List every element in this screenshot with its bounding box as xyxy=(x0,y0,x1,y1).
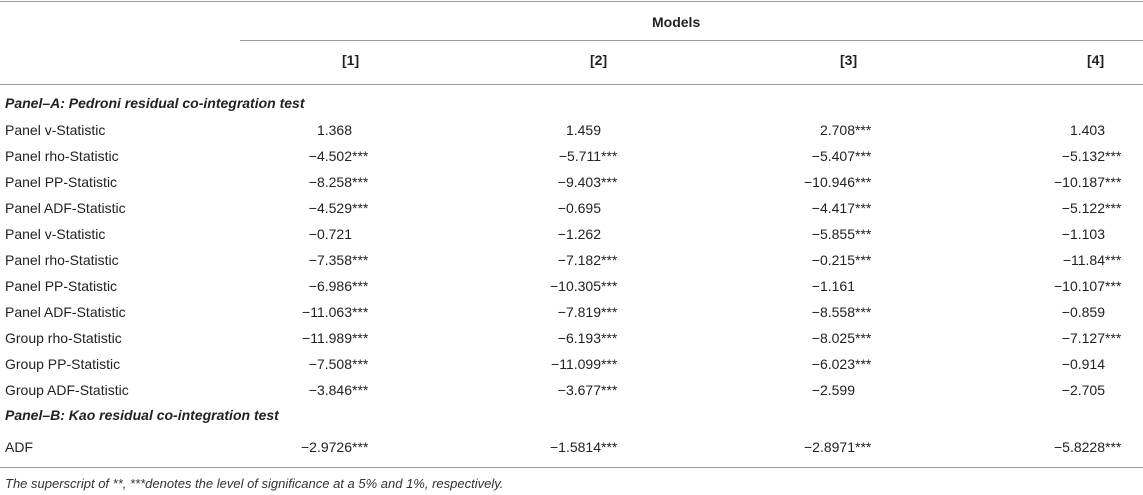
panel-a-cell: −4.529*** xyxy=(308,200,369,216)
panel-a-cell: −3.677*** xyxy=(557,382,618,398)
panel-a-cell: −11.063*** xyxy=(302,304,369,320)
panel-a-cell: −7.358*** xyxy=(308,252,369,268)
panel-a-cell: −0.721 xyxy=(308,226,352,242)
models-underline xyxy=(240,40,1143,41)
panel-a-cell: −1.161 xyxy=(811,278,855,294)
panel-a-row-label: Panel ADF-Statistic xyxy=(5,200,126,216)
panel-b-cell: −2.8971*** xyxy=(804,439,872,455)
column-header-1: [1] xyxy=(342,52,360,68)
panel-a-cell: −10.187*** xyxy=(1054,174,1122,190)
panel-a-cell: −8.025*** xyxy=(811,330,872,346)
panel-a-cell: −7.182*** xyxy=(557,252,618,268)
panel-a-cell: −5.407*** xyxy=(811,148,872,164)
bottom-rule xyxy=(0,467,1143,468)
panel-a-cell: 1.459 xyxy=(565,122,601,138)
panel-a-row-label: Panel rho-Statistic xyxy=(5,148,119,164)
panel-a-cell: −2.599 xyxy=(811,382,855,398)
panel-a-cell: −6.986*** xyxy=(308,278,369,294)
column-header-4: [4] xyxy=(1087,52,1105,68)
footnote: The superscript of **, ***denotes the level of significance at a 5% and 1%, respectively. xyxy=(5,476,504,491)
panel-a-cell: −11.099*** xyxy=(551,356,618,372)
panel-a-cell: 1.403 xyxy=(1069,122,1105,138)
panel-a-cell: −8.558*** xyxy=(811,304,872,320)
panel-a-row-label: Group ADF-Statistic xyxy=(5,382,129,398)
panel-a-row-label: Group rho-Statistic xyxy=(5,330,122,346)
panel-a-cell: −7.127*** xyxy=(1061,330,1122,346)
panel-b-cell: −5.8228*** xyxy=(1054,439,1122,455)
panel-a-row-label: Panel v-Statistic xyxy=(5,122,106,138)
panel-a-row-label: Panel v-Statistic xyxy=(5,226,106,242)
panel-a-cell: 1.368 xyxy=(316,122,352,138)
panel-a-cell: −5.855*** xyxy=(811,226,872,242)
panel-a-cell: −4.502*** xyxy=(308,148,369,164)
panel-a-cell: −9.403*** xyxy=(557,174,618,190)
panel-a-cell: −5.132*** xyxy=(1061,148,1122,164)
panel-b-row-label: ADF xyxy=(5,439,33,455)
panel-a-cell: −5.711*** xyxy=(558,148,618,164)
panel-a-cell: −5.122*** xyxy=(1061,200,1122,216)
panel-b-cell: −1.5814*** xyxy=(550,439,618,455)
panel-a-row-label: Panel PP-Statistic xyxy=(5,278,118,294)
panel-a-cell: −3.846*** xyxy=(308,382,369,398)
panel-b-cell: −2.9726*** xyxy=(301,439,369,455)
panel-a-cell: −4.417*** xyxy=(811,200,872,216)
panel-a-cell: −0.215*** xyxy=(811,252,872,268)
panel-a-cell: −11.989*** xyxy=(302,330,369,346)
panel-a-cell: −8.258*** xyxy=(308,174,369,190)
panel-a-cell: −10.305*** xyxy=(550,278,618,294)
column-header-2: [2] xyxy=(590,52,608,68)
panel-a-row-label: Panel ADF-Statistic xyxy=(5,304,126,320)
models-header: Models xyxy=(652,14,701,30)
panel-a-cell: −6.193*** xyxy=(557,330,618,346)
panel-a-row-label: Panel PP-Statistic xyxy=(5,174,118,190)
panel-a-cell: −6.023*** xyxy=(811,356,872,372)
panel-a-cell: −7.508*** xyxy=(308,356,369,372)
panel-a-cell: −0.859 xyxy=(1061,304,1105,320)
panel-a-row-label: Panel rho-Statistic xyxy=(5,252,119,268)
panel-a-cell: −2.705 xyxy=(1061,382,1105,398)
top-rule xyxy=(0,1,1143,2)
panel-a-cell: −7.819*** xyxy=(557,304,618,320)
column-header-3: [3] xyxy=(840,52,858,68)
panel-a-cell: −10.946*** xyxy=(804,174,872,190)
panel-a-cell: −0.695 xyxy=(557,200,601,216)
panel-b-title: Panel–B: Kao residual co-integration test xyxy=(5,407,279,423)
panel-a-cell: −10.107*** xyxy=(1054,278,1122,294)
header-rule xyxy=(0,84,1143,85)
panel-a-row-label: Group PP-Statistic xyxy=(5,356,121,372)
panel-a-cell: −0.914 xyxy=(1061,356,1105,372)
panel-a-cell: −11.84*** xyxy=(1062,252,1122,268)
panel-a-title: Panel–A: Pedroni residual co-integration test xyxy=(5,95,305,111)
panel-a-cell: 2.708*** xyxy=(819,122,872,138)
panel-a-cell: −1.262 xyxy=(557,226,601,242)
panel-a-cell: −1.103 xyxy=(1061,226,1105,242)
